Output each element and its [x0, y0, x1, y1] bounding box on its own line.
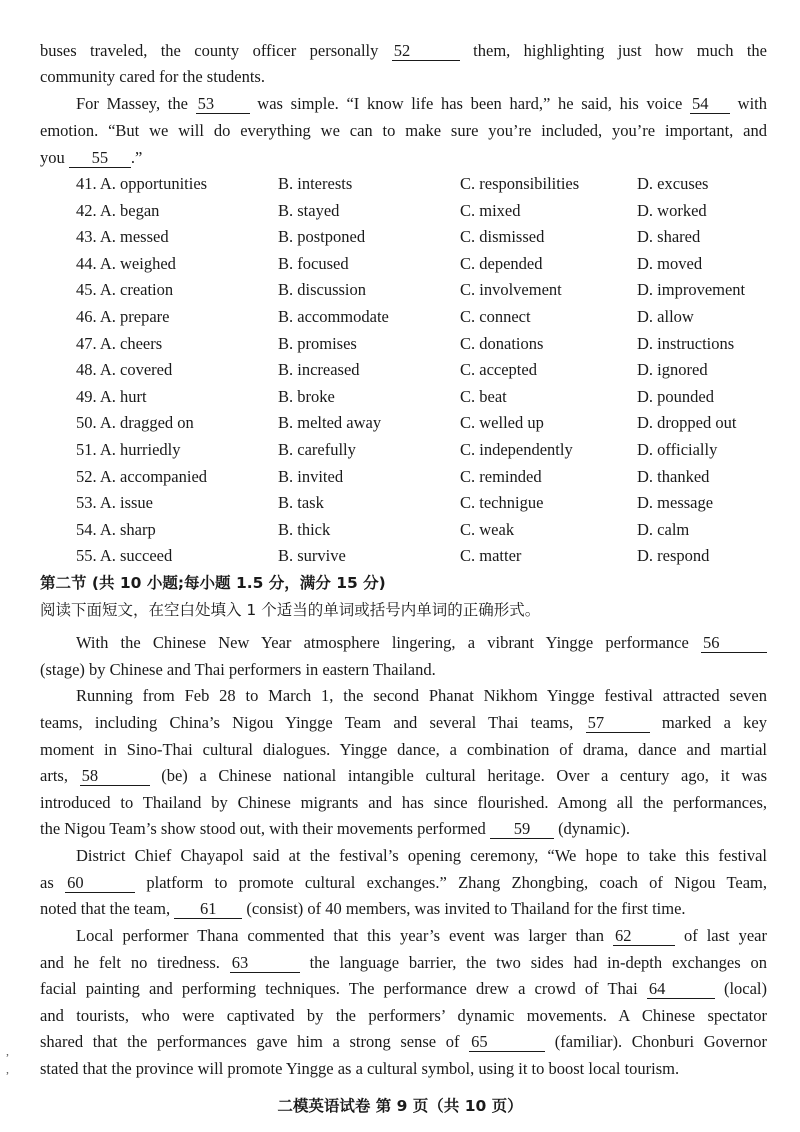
option-row [0, 278, 800, 302]
passage-line: teams, including China’s Nigou Yingge Team and several Thai teams, 57 marked a key [40, 713, 767, 732]
passage-line: District Chief Chayapol said at the festival’s opening ceremony, “We hope to take this festival [76, 846, 767, 865]
option-d: D. dropped out [637, 413, 737, 433]
option-c: C. connect [460, 307, 531, 326]
answer-blank: 54 [690, 95, 730, 114]
passage-line: facial painting and performing techniques. The performance drew a crowd of Thai 64 (local) [40, 979, 768, 998]
passage-line: (stage) by Chinese and Thai performers in eastern Thailand. [40, 660, 436, 679]
option-d: D. allow [637, 307, 694, 326]
option-d: D. pounded [637, 386, 714, 406]
option-a: 51. A. hurriedly [76, 440, 181, 459]
answer-blank: 63 [230, 954, 300, 973]
option-c: C. involvement [460, 280, 562, 300]
option-c: C. responsibilities [460, 174, 580, 193]
option-a: 44. A. weighed [76, 253, 176, 273]
passage-line: moment in Sino-Thai cultural dialogues. Yingge dance, a combination of drama, dance and martial [40, 740, 767, 759]
option-a: 42. A. began [76, 200, 160, 220]
cloze-line: you 55 .” [40, 148, 143, 167]
option-c: C. mixed [460, 200, 521, 220]
option-row [0, 305, 800, 329]
option-c: C. weak [460, 519, 515, 539]
option-b: B. melted away [278, 413, 382, 433]
option-row [0, 438, 800, 462]
option-c: C. reminded [460, 466, 542, 486]
option-c: C. technigue [460, 493, 544, 513]
option-c: C. independently [460, 440, 573, 459]
option-row [0, 252, 800, 276]
option-a: 47. A. cheers [76, 333, 163, 353]
passage-line: and tourists, who were captivated by the performers’ dynamic movements. A Chinese spectator [40, 1006, 767, 1025]
option-d: D. thanked [637, 466, 710, 486]
option-a: 49. A. hurt [76, 386, 147, 406]
option-b: B. carefully [278, 440, 356, 459]
passage-line: With the Chinese New Year atmosphere lingering, a vibrant Yingge performance 56 [76, 631, 767, 655]
answer-blank: 57 [586, 714, 650, 733]
answer-blank: 56 [701, 634, 767, 653]
answer-blank: 55 [69, 149, 131, 168]
option-row [0, 544, 800, 568]
option-row [0, 518, 800, 542]
answer-blank: 53 [196, 95, 250, 114]
answer-blank: 60 [65, 874, 135, 893]
cloze-line: buses traveled, the county officer personally 52 them, highlighting just how much the [40, 41, 767, 60]
option-b: B. broke [278, 386, 335, 406]
option-c: C. donations [460, 333, 544, 353]
passage-line: Local performer Thana commented that this year’s event was larger than 62 of last year [76, 926, 767, 945]
option-d: D. calm [637, 519, 690, 539]
option-c: C. matter [460, 546, 522, 566]
answer-blank: 58 [80, 767, 150, 786]
option-d: D. excuses [637, 174, 709, 193]
option-c: C. accepted [460, 360, 537, 380]
answer-blank: 61 [174, 900, 242, 919]
answer-blank: 52 [392, 42, 460, 61]
cloze-line: community cared for the students. [40, 67, 265, 86]
option-b: B. promises [278, 333, 357, 353]
option-a: 46. A. prepare [76, 307, 170, 326]
option-d: D. instructions [637, 333, 735, 353]
option-c: C. welled up [460, 413, 544, 433]
option-d: D. worked [637, 200, 707, 220]
option-row [0, 199, 800, 223]
option-d: D. shared [637, 227, 701, 247]
scan-speck: , [6, 1062, 9, 1076]
option-d: D. moved [637, 253, 703, 273]
option-a: 41. A. opportunities [76, 174, 208, 193]
option-a: 45. A. creation [76, 280, 174, 300]
option-a: 54. A. sharp [76, 519, 156, 539]
option-row [0, 172, 800, 196]
page-footer: 二模英语试卷 第 9 页（共 10 页） [277, 1097, 523, 1115]
option-b: B. stayed [278, 200, 340, 220]
option-b: B. discussion [278, 280, 367, 300]
cloze-line: For Massey, the 53 was simple. “I know life has been hard,” he said, his voice 54 with [76, 94, 767, 113]
passage-line: the Nigou Team’s show stood out, with their movements performed 59 (dynamic). [40, 819, 630, 838]
passage-line: stated that the province will promote Yingge as a cultural symbol, using it to boost local tourism. [40, 1059, 680, 1078]
option-row [0, 385, 800, 409]
option-row [0, 358, 800, 382]
section-instruction: 阅读下面短文，在空白处填入 1 个适当的单词或括号内单词的正确形式。 [40, 601, 541, 619]
option-row [0, 332, 800, 356]
passage-line: introduced to Thailand by Chinese migrants and has since flourished. Among all the performances, [40, 793, 767, 812]
option-b: B. task [278, 493, 324, 513]
option-a: 48. A. covered [76, 360, 173, 380]
passage-line: as 60 platform to promote cultural exchanges.” Zhang Zhongbing, coach of Nigou Team, [40, 873, 767, 892]
option-a: 43. A. messed [76, 227, 169, 247]
option-b: B. thick [278, 519, 331, 539]
passage-line: noted that the team, 61 (consist) of 40 members, was invited to Thailand for the first time. [40, 899, 686, 918]
option-c: C. depended [460, 253, 543, 273]
option-b: B. survive [278, 546, 346, 566]
option-row [0, 225, 800, 249]
passage-line: and he felt no tiredness. 63 the language barrier, the two sides had in-depth exchanges on [40, 953, 767, 972]
scan-speck: , [6, 1044, 9, 1058]
option-c: C. beat [460, 386, 507, 406]
option-row [0, 465, 800, 489]
option-d: D. improvement [637, 280, 746, 300]
answer-blank: 65 [469, 1033, 545, 1052]
option-a: 55. A. succeed [76, 546, 173, 566]
option-d: D. respond [637, 546, 710, 566]
option-b: B. focused [278, 253, 349, 273]
answer-blank: 62 [613, 927, 675, 946]
option-b: B. postponed [278, 227, 366, 247]
option-a: 52. A. accompanied [76, 466, 208, 486]
section-heading: 第二节 (共 10 小题;每小题 1.5 分，满分 15 分) [40, 574, 386, 592]
option-d: D. message [637, 493, 714, 513]
option-row [0, 411, 800, 435]
answer-blank: 64 [647, 980, 715, 999]
option-b: B. interests [278, 174, 353, 193]
passage-line: arts, 58 (be) a Chinese national intangible cultural heritage. Over a century ago, it was [40, 766, 767, 785]
option-row [0, 491, 800, 515]
option-c: C. dismissed [460, 227, 545, 247]
option-b: B. accommodate [278, 307, 389, 326]
cloze-line: emotion. “But we will do everything we can to make sure you’re included, you’re important, and [40, 121, 767, 140]
option-a: 53. A. issue [76, 493, 154, 513]
option-d: D. ignored [637, 360, 708, 380]
passage-line: shared that the performances gave him a strong sense of 65 (familiar). Chonburi Governor [40, 1032, 767, 1051]
option-b: B. invited [278, 466, 344, 486]
passage-line: Running from Feb 28 to March 1, the second Phanat Nikhom Yingge festival attracted seven [76, 686, 767, 705]
option-b: B. increased [278, 360, 360, 380]
option-a: 50. A. dragged on [76, 413, 194, 433]
answer-blank: 59 [490, 820, 554, 839]
option-d: D. officially [637, 440, 718, 459]
